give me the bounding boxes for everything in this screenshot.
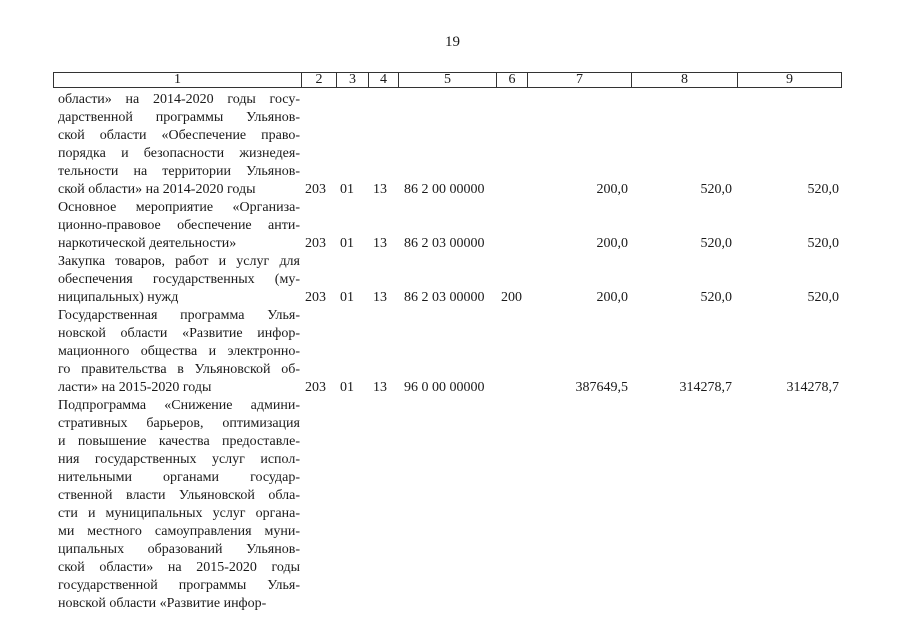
cell-column-2: 203 [305, 182, 326, 197]
cell-column-4: 13 [373, 380, 387, 395]
cell-column-2: 203 [305, 290, 326, 305]
description-line: тельности на территории Ульянов- [58, 164, 300, 179]
column-header-6: 6 [497, 73, 528, 88]
cell-column-8: 520,0 [700, 236, 732, 251]
cell-column-8: 520,0 [700, 290, 732, 305]
cell-column-7: 200,0 [596, 182, 628, 197]
description-line: сти и муниципальных услуг органа- [58, 506, 300, 521]
row-description [58, 199, 300, 253]
cell-column-9: 520,0 [807, 290, 839, 305]
description-line: ципальных образований Ульянов- [58, 542, 300, 557]
description-line: Основное мероприятие «Организа- [58, 200, 300, 215]
description-line: мационного общества и электронно- [58, 344, 300, 359]
column-header-4: 4 [369, 73, 399, 88]
description-line: ской области» на 2015-2020 годы [58, 560, 300, 575]
cell-column-2: 203 [305, 236, 326, 251]
cell-column-4: 13 [373, 290, 387, 305]
cell-column-2: 203 [305, 380, 326, 395]
cell-column-3: 01 [340, 236, 354, 251]
cell-column-5: 96 0 00 00000 [404, 380, 485, 395]
description-line: нительными органами государ- [58, 470, 300, 485]
description-line: обеспечения государственных (му- [58, 272, 300, 287]
description-line: ской области «Обеспечение право- [58, 128, 300, 143]
description-line: ниципальных) нужд [58, 290, 179, 305]
description-line: ционно-правовое обеспечение анти- [58, 218, 300, 233]
cell-column-9: 314278,7 [786, 380, 839, 395]
description-line: стративных барьеров, оптимизация [58, 416, 300, 431]
cell-column-7: 387649,5 [575, 380, 628, 395]
cell-column-8: 520,0 [700, 182, 732, 197]
description-line: области» на 2014-2020 годы госу- [58, 92, 300, 107]
description-line: ласти» на 2015-2020 годы [58, 380, 212, 395]
description-line: ской области» на 2014-2020 годы [58, 182, 256, 197]
cell-column-7: 200,0 [596, 236, 628, 251]
cell-column-9: 520,0 [807, 236, 839, 251]
cell-column-4: 13 [373, 236, 387, 251]
description-line: Государственная программа Улья- [58, 308, 300, 323]
description-line: ния государственных услуг испол- [58, 452, 300, 467]
cell-column-3: 01 [340, 290, 354, 305]
row-description [58, 91, 300, 199]
row-description [58, 397, 300, 613]
description-line: и повышение качества предоставле- [58, 434, 300, 449]
cell-column-5: 86 2 03 00000 [404, 290, 485, 305]
description-line: ственной власти Ульяновской обла- [58, 488, 300, 503]
column-header-2: 2 [302, 73, 337, 88]
page-number: 19 [445, 34, 460, 50]
description-line: дарственной программы Ульянов- [58, 110, 300, 125]
description-line: го правительства в Ульяновской об- [58, 362, 300, 377]
description-line: порядка и безопасности жизнедея- [58, 146, 300, 161]
description-line: государственной программы Улья- [58, 578, 300, 593]
column-header-3: 3 [337, 73, 369, 88]
column-header-8: 8 [632, 73, 738, 88]
cell-column-7: 200,0 [596, 290, 628, 305]
description-line: Подпрограмма «Снижение админи- [58, 398, 300, 413]
description-line: наркотической деятельности» [58, 236, 237, 251]
row-description [58, 307, 300, 397]
column-header-7: 7 [528, 73, 632, 88]
description-line: Закупка товаров, работ и услуг для [58, 254, 300, 269]
cell-column-8: 314278,7 [679, 380, 732, 395]
row-description [58, 253, 300, 307]
cell-column-3: 01 [340, 182, 354, 197]
cell-column-9: 520,0 [807, 182, 839, 197]
cell-column-4: 13 [373, 182, 387, 197]
column-header-5: 5 [399, 73, 497, 88]
description-line: ми местного самоуправления муни- [58, 524, 300, 539]
column-header-1: 1 [54, 73, 302, 88]
description-line: новской области «Развитие инфор- [58, 596, 267, 611]
column-header-9: 9 [738, 73, 842, 88]
cell-column-5: 86 2 00 00000 [404, 182, 485, 197]
cell-column-6: 200 [501, 290, 522, 305]
description-line: новской области «Развитие инфор- [58, 326, 300, 341]
cell-column-3: 01 [340, 380, 354, 395]
cell-column-5: 86 2 03 00000 [404, 236, 485, 251]
